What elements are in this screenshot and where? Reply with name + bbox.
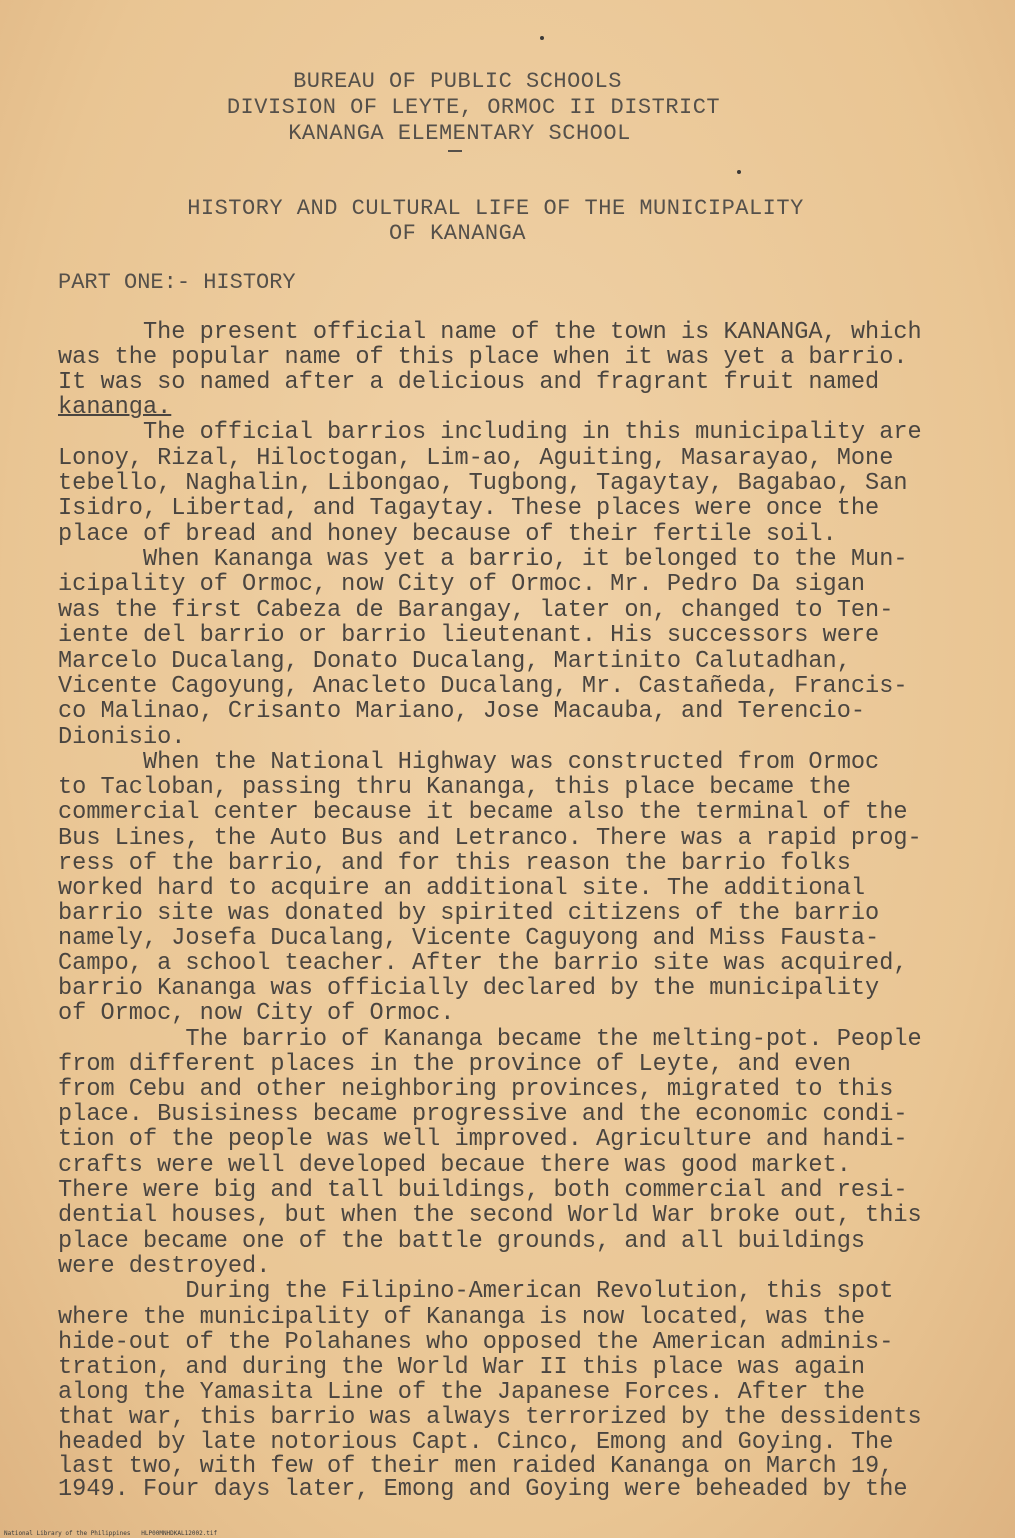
body-line: where the municipality of Kananga is now located, was the [58,1304,866,1331]
header-dash [448,150,462,152]
body-line: was the first Cabeza de Barangay, later on, changed to Ten- [58,597,894,624]
body-line: Isidro, Libertad, and Tagaytay. These places were once the [58,495,880,522]
punch-dot [540,36,544,40]
body-line: During the Filipino-American Revolution, this spot [58,1278,894,1305]
body-line: ress of the barrio, and for this reason the barrio folks [58,850,851,877]
body-line: Marcelo Ducalang, Donato Ducalang, Martinito Calutadhan, [58,648,851,675]
part-heading: PART ONE:- HISTORY [58,270,296,295]
body-line: barrio Kananga was officially declared by the municipality [58,975,880,1002]
header-school: KANANGA ELEMENTARY SCHOOL [288,121,631,146]
body-line: place. Busisiness became progressive and the economic condi- [58,1101,908,1128]
body-line: last two, with few of their men raided Kananga on March 19, [58,1453,894,1480]
body-line: headed by late notorious Capt. Cinco, Emong and Goying. The [58,1429,894,1456]
archive-footer: National Library of the Philippines HLP00MNHDKAL12002.tif [4,1530,218,1537]
body-line: place became one of the battle grounds, and all buildings [58,1228,866,1255]
body-line: There were big and tall buildings, both commercial and resi- [58,1177,908,1204]
body-line: Campo, a school teacher. After the barrio site was acquired, [58,950,908,977]
body-line: The barrio of Kananga became the melting-pot. People [58,1026,922,1053]
body-line: iente del barrio or barrio lieutenant. His successors were [58,622,880,649]
punch-dot [737,170,741,174]
body-line: was the popular name of this place when it was yet a barrio. [58,344,908,371]
body-line: from Cebu and other neighboring provinces, migrated to this [58,1076,894,1103]
document-title: HISTORY AND CULTURAL LIFE OF THE MUNICIPALITY [187,196,804,221]
body-line: co Malinao, Crisanto Mariano, Jose Macauba, and Terencio- [58,698,866,725]
body-line: tebello, Naghalin, Libongao, Tugbong, Tagaytay, Bagabao, San [58,470,908,497]
body-line: When Kananga was yet a barrio, it belonged to the Mun- [58,546,908,573]
body-line: The present official name of the town is KANANGA, which [58,319,922,346]
body-line: crafts were well developed becaue there was good market. [58,1152,851,1179]
body-line: Bus Lines, the Auto Bus and Letranco. There was a rapid prog- [58,825,922,852]
body-line: icipality of Ormoc, now City of Ormoc. Mr. Pedro Da sigan [58,571,866,598]
body-line: dential houses, but when the second World War broke out, this [58,1202,922,1229]
header-bureau: BUREAU OF PUBLIC SCHOOLS [293,69,622,94]
body-line: tration, and during the World War II this place was again [58,1354,866,1381]
body-line: place of bread and honey because of their fertile soil. [58,521,837,548]
body-line: were destroyed. [58,1253,271,1280]
body-line: that war, this barrio was always terrorized by the dessidents [58,1404,922,1431]
body-line: kananga. [58,394,172,421]
body-line: of Ormoc, now City of Ormoc. [58,1000,455,1027]
document-title-continued: OF KANANGA [388,221,527,246]
body-line: hide-out of the Polahanes who opposed the American adminis- [58,1329,894,1356]
body-line: worked hard to acquire an additional site. The additional [58,875,866,902]
body-line: tion of the people was well improved. Agriculture and handi- [58,1126,908,1153]
header-division: DIVISION OF LEYTE, ORMOC II DISTRICT [226,95,721,120]
body-line: along the Yamasita Line of the Japanese Forces. After the [58,1379,866,1406]
body-line: namely, Josefa Ducalang, Vicente Caguyong and Miss Fausta- [58,925,880,952]
body-line: When the National Highway was constructed from Ormoc [58,749,880,776]
body-line: from different places in the province of Leyte, and even [58,1051,851,1078]
body-line: Lonoy, Rizal, Hiloctogan, Lim-ao, Aguiting, Masarayao, Mone [58,445,894,472]
body-line: 1949. Four days later, Emong and Goying were beheaded by the [58,1476,908,1503]
body-line: Vicente Cagoyung, Anacleto Ducalang, Mr. Castañeda, Francis- [58,673,908,700]
body-line: Dionisio. [58,724,186,751]
body-line: It was so named after a delicious and fragrant fruit named [58,369,880,396]
body-line: The official barrios including in this municipality are [58,419,922,446]
body-line: commercial center because it became also the terminal of the [58,799,908,826]
body-line: to Tacloban, passing thru Kananga, this place became the [58,774,851,801]
body-line: barrio site was donated by spirited citizens of the barrio [58,900,880,927]
